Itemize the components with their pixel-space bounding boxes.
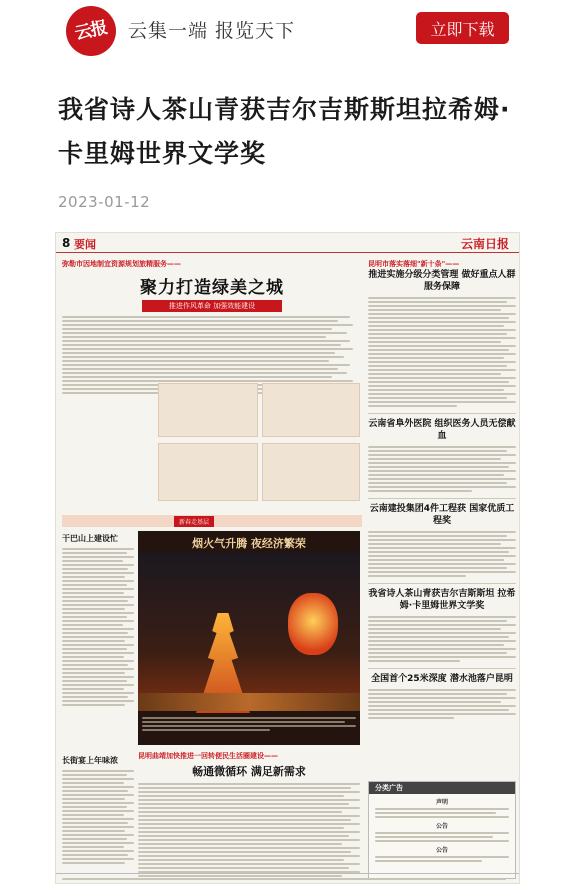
top-banner bbox=[0, 0, 563, 64]
app-logo: 云报 bbox=[66, 6, 116, 56]
bottom-mid-headline: 畅通微循环 满足新需求 bbox=[192, 765, 306, 778]
app-slogan: 云集一端 报览天下 bbox=[128, 20, 296, 42]
divider bbox=[368, 583, 516, 584]
bottom-left-text bbox=[62, 770, 134, 864]
ad-item: 公告 bbox=[435, 847, 448, 854]
ad-text bbox=[375, 808, 509, 818]
divider bbox=[368, 668, 516, 669]
divider bbox=[368, 413, 516, 414]
photo-title: 烟火气升腾 夜经济繁荣 bbox=[192, 537, 306, 550]
feature-tag: 新春走基层 bbox=[174, 516, 214, 527]
highlight-box bbox=[262, 383, 360, 437]
newspaper-footer bbox=[56, 873, 519, 883]
ad-item: 声明 bbox=[435, 799, 448, 806]
divider bbox=[368, 498, 516, 499]
page-number: 8 bbox=[62, 236, 71, 250]
ad-text bbox=[375, 856, 509, 862]
right-story-text bbox=[368, 689, 516, 719]
ad-text bbox=[375, 832, 509, 842]
photo-caption bbox=[142, 715, 356, 733]
article-title: 我省诗人茶山青获吉尔吉斯斯坦拉希姆·卡里姆世界文学奖 bbox=[58, 95, 511, 168]
right-story bbox=[368, 588, 516, 662]
side-story bbox=[62, 531, 134, 708]
main-story bbox=[62, 259, 362, 396]
right-story-headline: 我省诗人茶山青获吉尔吉斯斯坦 拉希姆·卡里姆世界文学奖 bbox=[368, 589, 516, 611]
classified-ads bbox=[368, 781, 516, 879]
ad-item: 公告 bbox=[435, 823, 448, 830]
right-story-headline: 推进实施分级分类管理 做好重点人群服务保障 bbox=[368, 270, 516, 292]
right-story bbox=[368, 418, 516, 492]
right-story-headline: 云南建投集团4件工程获 国家优质工程奖 bbox=[369, 504, 515, 526]
side-story-text bbox=[62, 548, 134, 706]
right-story-text bbox=[368, 297, 516, 407]
right-story bbox=[368, 673, 516, 719]
page-section: 要闻 bbox=[74, 238, 96, 251]
bottom-mid-story bbox=[138, 751, 360, 879]
highlight-boxes bbox=[62, 383, 362, 505]
right-story-headline: 云南省阜外医院 组织医务人员无偿献血 bbox=[368, 419, 516, 441]
right-story-kicker: 昆明市落实落细"新十条"—— bbox=[368, 260, 460, 268]
right-story-text bbox=[368, 531, 516, 577]
newspaper-page-image[interactable] bbox=[55, 232, 520, 884]
bottom-left-story bbox=[62, 753, 134, 866]
bottom-mid-text bbox=[138, 783, 360, 877]
highlight-box bbox=[158, 443, 258, 501]
highlight-box bbox=[158, 383, 258, 437]
feature-bar bbox=[62, 515, 362, 527]
night-market-photo bbox=[138, 531, 360, 745]
article-date: 2023-01-12 bbox=[58, 193, 151, 211]
photo-scene bbox=[138, 553, 360, 693]
bottom-mid-kicker: 昆明曲靖加快推进一回转便民生活圈建设—— bbox=[138, 752, 278, 760]
right-story-headline: 全国首个25米深度 潜水池落户昆明 bbox=[371, 674, 513, 684]
street-lights bbox=[138, 693, 360, 711]
lantern-shape bbox=[288, 593, 338, 655]
newspaper-masthead: 云南日报 bbox=[460, 237, 509, 251]
download-button[interactable]: 立即下载 bbox=[416, 12, 509, 44]
main-headline: 聚力打造绿美之城 bbox=[140, 278, 284, 298]
highlight-box bbox=[262, 443, 360, 501]
bottom-left-headline: 长街宴上年味浓 bbox=[62, 756, 118, 765]
main-subheadline: 推进作风革命 加强效能建设 bbox=[142, 300, 282, 312]
right-column bbox=[368, 259, 516, 725]
right-story-text bbox=[368, 446, 516, 492]
right-story-text bbox=[368, 616, 516, 662]
main-kicker: 弥勒市因地制宜资源规划旅精服务—— bbox=[62, 260, 181, 268]
ads-heading: 分类广告 bbox=[369, 782, 515, 794]
right-story bbox=[368, 503, 516, 577]
right-story bbox=[368, 259, 516, 407]
newspaper-header bbox=[56, 233, 519, 253]
side-story-headline: 干巴山上建设忙 bbox=[62, 534, 118, 543]
